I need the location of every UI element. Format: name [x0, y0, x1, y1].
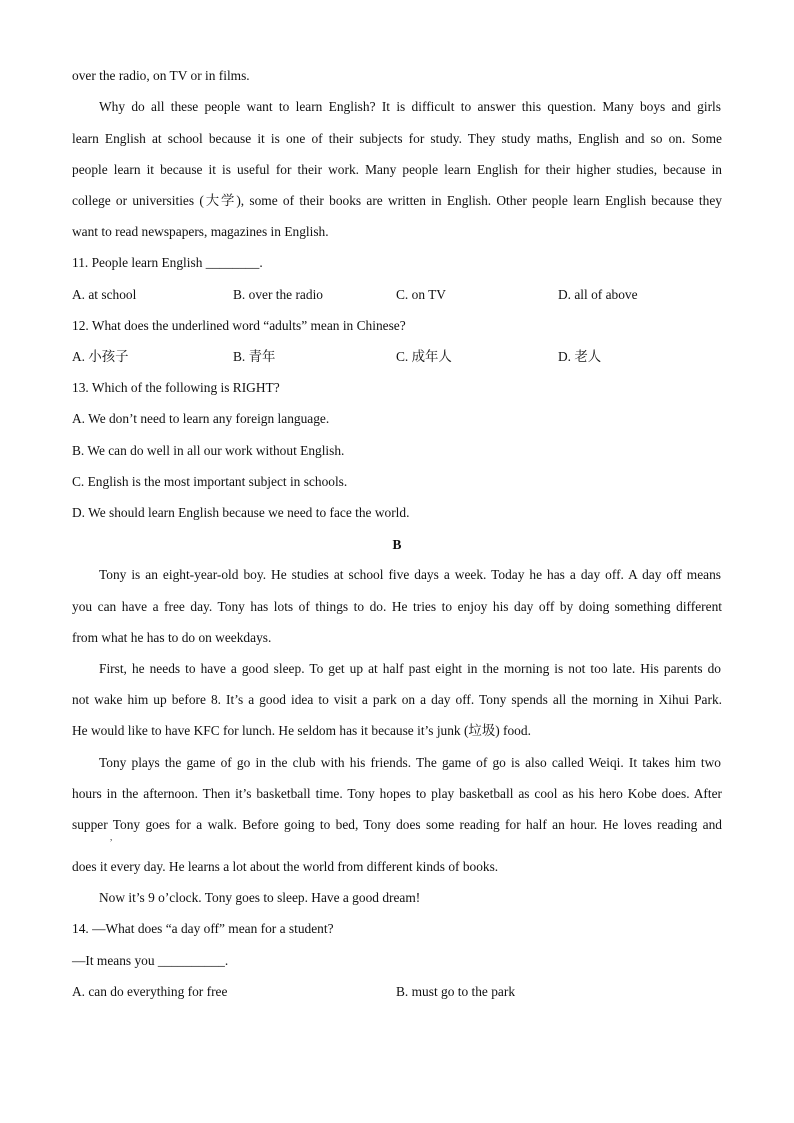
passage-line: over the radio, on TV or in films.: [72, 68, 250, 83]
question-14-answer-line: —It means you __________.: [72, 953, 229, 968]
question-11-option-d: D. all of above: [558, 287, 638, 302]
passage-line: Now it’s 9 o’clock. Tony goes to sleep. Have a good dream!: [99, 890, 421, 905]
section-heading: B: [392, 537, 402, 552]
passage-line: Tony plays the game of go in the club with his friends. The game of go is also called Weiqi. It takes him two: [99, 755, 721, 770]
question-11-option-b: B. over the radio: [233, 287, 323, 302]
question-13-option-c: C. English is the most important subject in schools.: [72, 474, 348, 489]
passage-line: from what he has to do on weekdays.: [72, 630, 272, 645]
stray-comma-mark: ,: [110, 832, 113, 842]
question-11-option-c: C. on TV: [396, 287, 446, 302]
passage-line: not wake him up before 8. It’s a good idea to visit a park on a day off. Tony spends all the morning in Xihui Park.: [72, 692, 722, 707]
passage-line: He would like to have KFC for lunch. He seldom has it because it’s junk (垃圾) food.: [72, 723, 531, 738]
passage-line: want to read newspapers, magazines in English.: [72, 224, 329, 239]
question-11-stem: 11. People learn English ________.: [72, 255, 263, 270]
passage-line: First, he needs to have a good sleep. To get up at half past eight in the morning is not too late. His parents do: [99, 661, 721, 676]
question-12-option-a: A. 小孩子: [72, 349, 129, 364]
question-13-stem: 13. Which of the following is RIGHT?: [72, 380, 280, 395]
passage-line: you can have a free day. Tony has lots of things to do. He tries to enjoy his day off by doing something different: [72, 599, 722, 614]
question-11-option-a: A. at school: [72, 287, 137, 302]
passage-line: college or universities (大学), some of their books are written in English. Other people learn English because they: [72, 193, 722, 208]
passage-line: does it every day. He learns a lot about the world from different kinds of books.: [72, 859, 499, 874]
question-12-option-b: B. 青年: [233, 349, 276, 364]
question-13-option-b: B. We can do well in all our work without English.: [72, 443, 345, 458]
passage-line: Why do all these people want to learn English? It is difficult to answer this question. Many boys and girls: [99, 99, 721, 114]
passage-line: learn English at school because it is one of their subjects for study. They study maths, English and so on. Some: [72, 131, 722, 146]
passage-line: hours in the afternoon. Then it’s basketball time. Tony hopes to play basketball as cool as his hero Kobe does. After: [72, 786, 722, 801]
passage-line: people learn it because it is useful for their work. Many people learn English for their higher studies, because in: [72, 162, 722, 177]
question-14-stem: 14. —What does “a day off” mean for a student?: [72, 921, 334, 936]
question-14-option-b: B. must go to the park: [396, 984, 516, 999]
question-12-option-d: D. 老人: [558, 349, 602, 364]
question-13-option-a: A. We don’t need to learn any foreign language.: [72, 411, 330, 426]
question-12-stem: 12. What does the underlined word “adults” mean in Chinese?: [72, 318, 406, 333]
passage-line: Tony is an eight-year-old boy. He studies at school five days a week. Today he has a day off. A day off means: [99, 567, 721, 582]
question-13-option-d: D. We should learn English because we need to face the world.: [72, 505, 410, 520]
passage-line: supper Tony goes for a walk. Before going to bed, Tony does some reading for half an hour. He loves reading and: [72, 817, 722, 832]
question-14-option-a: A. can do everything for free: [72, 984, 228, 999]
question-12-option-c: C. 成年人: [396, 349, 452, 364]
